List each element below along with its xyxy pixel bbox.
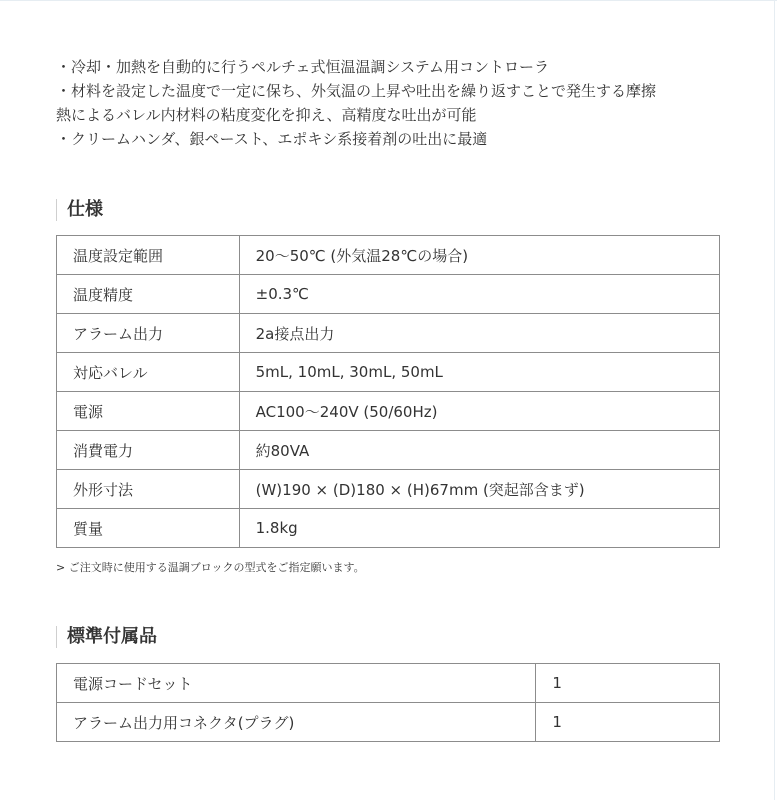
accessories-table bbox=[56, 663, 720, 742]
spec-value: ±0.3℃ bbox=[239, 275, 719, 314]
spec-label: 電源 bbox=[57, 392, 240, 431]
table-row bbox=[57, 703, 720, 742]
spec-section-title: 仕様 bbox=[56, 199, 103, 221]
accessories-section-title: 標準付属品 bbox=[56, 626, 157, 648]
spec-value: 2a接点出力 bbox=[239, 314, 719, 353]
spec-value: (W)190 × (D)180 × (H)67mm (突起部含まず) bbox=[239, 470, 719, 509]
table-row bbox=[57, 470, 720, 509]
accessory-quantity: 1 bbox=[536, 703, 720, 742]
spec-value: 20〜50℃ (外気温28℃の場合) bbox=[239, 236, 719, 275]
spec-label: 質量 bbox=[57, 509, 240, 548]
spec-table bbox=[56, 235, 720, 548]
table-row bbox=[57, 353, 720, 392]
accessory-name: アラーム出力用コネクタ(プラグ) bbox=[57, 703, 536, 742]
spec-label: アラーム出力 bbox=[57, 314, 240, 353]
spec-label: 消費電力 bbox=[57, 431, 240, 470]
feature-line: ・クリームハンダ、銀ペースト、エポキシ系接着剤の吐出に最適 bbox=[56, 130, 488, 148]
spec-value: 約80VA bbox=[239, 431, 719, 470]
table-row bbox=[57, 236, 720, 275]
table-row bbox=[57, 509, 720, 548]
table-row bbox=[57, 664, 720, 703]
table-row bbox=[57, 314, 720, 353]
spec-label: 外形寸法 bbox=[57, 470, 240, 509]
table-row bbox=[57, 392, 720, 431]
accessory-quantity: 1 bbox=[536, 664, 720, 703]
feature-line: ・冷却・加熱を自動的に行うペルチェ式恒温温調システム用コントローラ bbox=[56, 58, 550, 76]
spec-label: 温度精度 bbox=[57, 275, 240, 314]
feature-list bbox=[56, 55, 721, 151]
feature-line: ・材料を設定した温度で一定に保ち、外気温の上昇や吐出を繰り返すことで発生する摩擦 bbox=[56, 82, 657, 100]
accessory-name: 電源コードセット bbox=[57, 664, 536, 703]
spec-label: 温度設定範囲 bbox=[57, 236, 240, 275]
feature-line: 熱によるバレル内材料の粘度変化を抑え、高精度な吐出が可能 bbox=[56, 106, 477, 124]
frame-right-line bbox=[774, 0, 775, 800]
spec-value: 5mL, 10mL, 30mL, 50mL bbox=[239, 353, 719, 392]
order-note: > ご注文時に使用する温調ブロックの型式をご指定願います。 bbox=[56, 561, 365, 574]
table-row bbox=[57, 275, 720, 314]
table-row bbox=[57, 431, 720, 470]
spec-value: AC100〜240V (50/60Hz) bbox=[239, 392, 719, 431]
spec-value: 1.8kg bbox=[239, 509, 719, 548]
spec-label: 対応バレル bbox=[57, 353, 240, 392]
frame-top-line bbox=[0, 0, 777, 1]
